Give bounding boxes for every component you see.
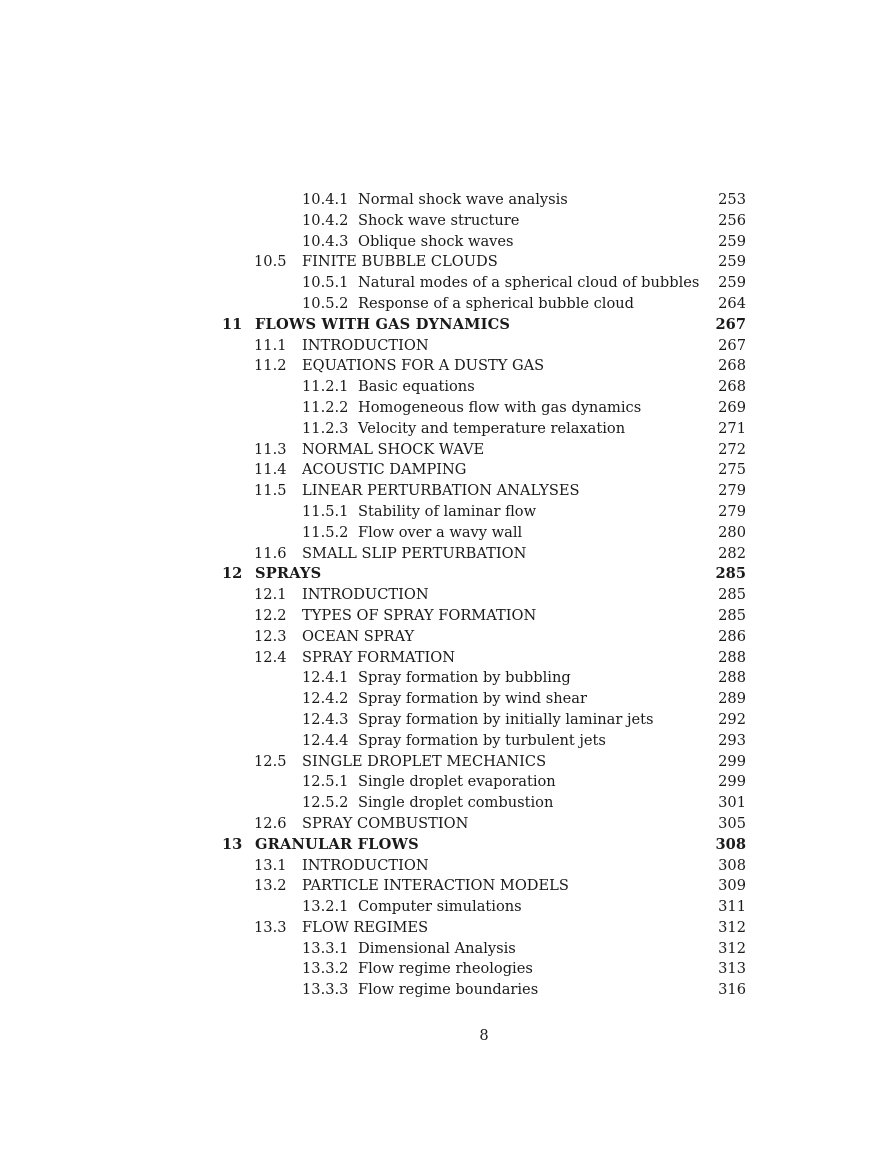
toc-subsection-entry[interactable]	[0, 294, 893, 315]
toc-entry-number: 13.2	[254, 877, 287, 895]
toc-subsection-entry[interactable]	[0, 959, 893, 980]
toc-subsection-entry[interactable]	[0, 939, 893, 960]
toc-entry-title: SPRAY FORMATION	[302, 648, 456, 666]
toc-entry-title: Spray formation by wind shear	[358, 690, 587, 708]
toc-entry-title: FLOW REGIMES	[302, 918, 429, 936]
toc-entry-page: 268	[718, 357, 746, 375]
toc-entry-title: Response of a spherical bubble cloud	[358, 294, 634, 312]
toc-entry-page: 309	[718, 877, 746, 895]
toc-entry-page: 264	[718, 294, 746, 312]
toc-subsection-entry[interactable]	[0, 377, 893, 398]
toc-entry-number: 10.5.1	[302, 274, 349, 292]
toc-entry-number: 13.3.3	[302, 981, 349, 999]
toc-subsection-entry[interactable]	[0, 523, 893, 544]
toc-entry-page: 292	[718, 710, 746, 728]
toc-section-entry[interactable]	[0, 356, 893, 377]
toc-entry-title: Spray formation by bubbling	[358, 669, 571, 687]
toc-subsection-entry[interactable]	[0, 273, 893, 294]
toc-section-entry[interactable]	[0, 814, 893, 835]
toc-entry-title: LINEAR PERTURBATION ANALYSES	[302, 482, 580, 500]
toc-entry-number: 11.3	[254, 440, 287, 458]
toc-entry-number: 12.2	[254, 606, 287, 624]
toc-entry-page: 282	[718, 544, 746, 562]
toc-entry-number: 13	[222, 835, 243, 853]
toc-entry-number: 11.5	[254, 482, 287, 500]
toc-entry-number: 11.2.3	[302, 419, 349, 437]
toc-entry-number: 12.4.3	[302, 710, 349, 728]
toc-entry-page: 259	[718, 274, 746, 292]
toc-entry-title: Computer simulations	[358, 898, 522, 916]
toc-entry-title: Velocity and temperature relaxation	[358, 419, 626, 437]
toc-entry-page: 279	[718, 502, 746, 520]
toc-entry-page: 308	[718, 856, 746, 874]
toc-subsection-entry[interactable]	[0, 668, 893, 689]
toc-entry-number: 11.2.1	[302, 378, 349, 396]
toc-subsection-entry[interactable]	[0, 897, 893, 918]
toc-entry-number: 11	[222, 315, 243, 333]
toc-entry-title: PARTICLE INTERACTION MODELS	[302, 877, 569, 895]
toc-entry-number: 10.5.2	[302, 294, 349, 312]
toc-entry-number: 12.3	[254, 627, 287, 645]
toc-entry-title: INTRODUCTION	[302, 336, 429, 354]
toc-entry-page: 285	[715, 565, 746, 583]
toc-entry-number: 13.2.1	[302, 898, 349, 916]
toc-subsection-entry[interactable]	[0, 419, 893, 440]
toc-entry-page: 268	[718, 378, 746, 396]
toc-chapter-entry[interactable]	[0, 564, 893, 585]
toc-section-entry[interactable]	[0, 481, 893, 502]
toc-entry-number: 12	[222, 565, 243, 583]
toc-entry-number: 13.1	[254, 856, 287, 874]
toc-entry-number: 10.4.2	[302, 211, 349, 229]
toc-entry-title: OCEAN SPRAY	[302, 627, 415, 645]
toc-entry-number: 12.1	[254, 586, 287, 604]
toc-entry-page: 288	[718, 669, 746, 687]
toc-section-entry[interactable]	[0, 876, 893, 897]
toc-entry-page: 275	[718, 461, 746, 479]
toc-subsection-entry[interactable]	[0, 772, 893, 793]
toc-entry-number: 11.5.1	[302, 502, 349, 520]
toc-entry-title: EQUATIONS FOR A DUSTY GAS	[302, 357, 545, 375]
toc-entry-page: 285	[718, 586, 746, 604]
toc-entry-title: TYPES OF SPRAY FORMATION	[302, 606, 537, 624]
toc-entry-number: 12.5.2	[302, 794, 349, 812]
toc-entry-page: 312	[718, 939, 746, 957]
toc-entry-title: Stability of laminar flow	[358, 502, 537, 520]
toc-entry-title: FINITE BUBBLE CLOUDS	[302, 253, 498, 271]
toc-subsection-entry[interactable]	[0, 232, 893, 253]
toc-entry-title: Natural modes of a spherical cloud of bubbles	[358, 274, 700, 292]
toc-entry-page: 272	[718, 440, 746, 458]
toc-entry-number: 12.5.1	[302, 773, 349, 791]
toc-entry-number: 12.6	[254, 814, 287, 832]
toc-entry-title: Homogeneous flow with gas dynamics	[358, 398, 642, 416]
toc-section-entry[interactable]	[0, 252, 893, 273]
toc-entry-page: 285	[718, 606, 746, 624]
toc-entry-number: 12.4.2	[302, 690, 349, 708]
toc-entry-number: 10.5	[254, 253, 287, 271]
toc-entry-page: 308	[715, 835, 746, 853]
toc-section-entry[interactable]	[0, 336, 893, 357]
toc-entry-title: INTRODUCTION	[302, 586, 429, 604]
toc-subsection-entry[interactable]	[0, 980, 893, 1001]
toc-entry-page: 269	[718, 398, 746, 416]
toc-entry-page: 280	[718, 523, 746, 541]
toc-entry-page: 271	[718, 419, 746, 437]
table-of-contents	[0, 190, 893, 1001]
toc-entry-number: 12.4.1	[302, 669, 349, 687]
toc-entry-number: 12.5	[254, 752, 287, 770]
toc-entry-page: 312	[718, 918, 746, 936]
toc-section-entry[interactable]	[0, 544, 893, 565]
toc-entry-page: 299	[718, 773, 746, 791]
toc-entry-number: 11.4	[254, 461, 287, 479]
toc-section-entry[interactable]	[0, 585, 893, 606]
toc-entry-title: Spray formation by turbulent jets	[358, 731, 606, 749]
toc-entry-number: 12.4.4	[302, 731, 349, 749]
toc-entry-title: Flow regime rheologies	[358, 960, 533, 978]
toc-entry-title: Basic equations	[358, 378, 475, 396]
toc-entry-page: 288	[718, 648, 746, 666]
toc-entry-page: 256	[718, 211, 746, 229]
toc-section-entry[interactable]	[0, 856, 893, 877]
toc-entry-page: 259	[718, 232, 746, 250]
toc-entry-page: 305	[718, 814, 746, 832]
toc-section-entry[interactable]	[0, 918, 893, 939]
toc-entry-number: 11.6	[254, 544, 287, 562]
toc-subsection-entry[interactable]	[0, 211, 893, 232]
toc-entry-number: 11.2	[254, 357, 287, 375]
toc-section-entry[interactable]	[0, 648, 893, 669]
page-number: 8	[479, 1027, 489, 1044]
toc-entry-page: 267	[715, 315, 746, 333]
toc-entry-page: 279	[718, 482, 746, 500]
toc-entry-title: Normal shock wave analysis	[358, 191, 568, 208]
toc-entry-number: 11.1	[254, 336, 287, 354]
toc-entry-title: SPRAYS	[255, 565, 322, 583]
toc-entry-page: 253	[718, 191, 746, 208]
toc-entry-title: Single droplet combustion	[358, 794, 554, 812]
toc-entry-page: 286	[718, 627, 746, 645]
toc-entry-title: GRANULAR FLOWS	[255, 835, 419, 853]
toc-entry-number: 13.3.2	[302, 960, 349, 978]
toc-entry-title: Dimensional Analysis	[358, 939, 516, 957]
toc-subsection-entry[interactable]	[0, 731, 893, 752]
toc-entry-title: Spray formation by initially laminar jets	[358, 710, 654, 728]
toc-entry-title: SINGLE DROPLET MECHANICS	[302, 752, 547, 770]
toc-entry-number: 11.5.2	[302, 523, 349, 541]
toc-entry-title: Single droplet evaporation	[358, 773, 556, 791]
toc-entry-number: 13.3	[254, 918, 287, 936]
toc-entry-page: 299	[718, 752, 746, 770]
toc-entry-number: 12.4	[254, 648, 287, 666]
toc-section-entry[interactable]	[0, 627, 893, 648]
toc-entry-number: 10.4.1	[302, 191, 349, 208]
toc-entry-page: 293	[718, 731, 746, 749]
toc-subsection-entry[interactable]	[0, 710, 893, 731]
toc-entry-page: 259	[718, 253, 746, 271]
toc-subsection-entry[interactable]	[0, 398, 893, 419]
toc-section-entry[interactable]	[0, 606, 893, 627]
toc-entry-title: Flow regime boundaries	[358, 981, 539, 999]
toc-entry-title: Flow over a wavy wall	[358, 523, 523, 541]
toc-section-entry[interactable]	[0, 460, 893, 481]
toc-section-entry[interactable]	[0, 752, 893, 773]
toc-entry-title: SPRAY COMBUSTION	[302, 814, 469, 832]
toc-entry-page: 301	[718, 794, 746, 812]
toc-entry-title: ACOUSTIC DAMPING	[302, 461, 467, 479]
toc-section-entry[interactable]	[0, 440, 893, 461]
toc-entry-number: 11.2.2	[302, 398, 349, 416]
toc-entry-title: FLOWS WITH GAS DYNAMICS	[255, 315, 511, 333]
toc-entry-number: 13.3.1	[302, 939, 349, 957]
toc-entry-page: 311	[718, 898, 746, 916]
toc-subsection-entry[interactable]	[0, 502, 893, 523]
toc-chapter-entry[interactable]	[0, 835, 893, 856]
toc-entry-page: 313	[718, 960, 746, 978]
toc-subsection-entry[interactable]	[0, 190, 893, 211]
toc-entry-title: Shock wave structure	[358, 211, 520, 229]
toc-entry-page: 267	[718, 336, 746, 354]
toc-entry-title: INTRODUCTION	[302, 856, 429, 874]
toc-entry-title: SMALL SLIP PERTURBATION	[302, 544, 527, 562]
toc-chapter-entry[interactable]	[0, 315, 893, 336]
toc-entry-title: NORMAL SHOCK WAVE	[302, 440, 485, 458]
toc-entry-number: 10.4.3	[302, 232, 349, 250]
toc-entry-page: 289	[718, 690, 746, 708]
toc-subsection-entry[interactable]	[0, 793, 893, 814]
toc-entry-title: Oblique shock waves	[358, 232, 514, 250]
toc-entry-page: 316	[718, 981, 746, 999]
toc-subsection-entry[interactable]	[0, 689, 893, 710]
